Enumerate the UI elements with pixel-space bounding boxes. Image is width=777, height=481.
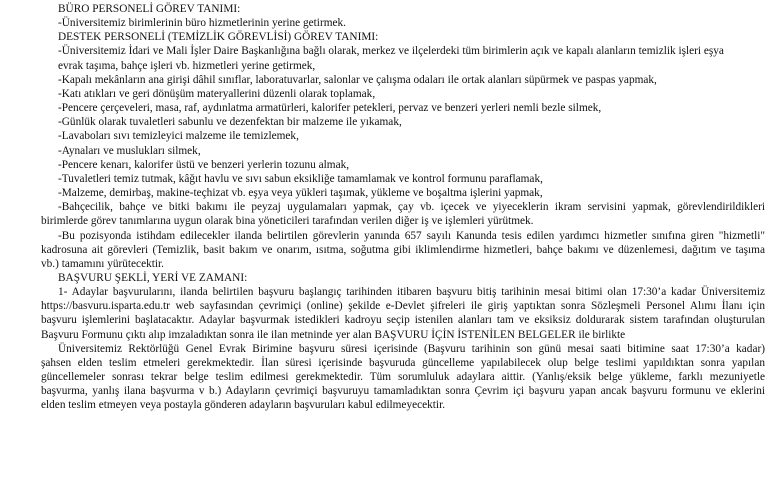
destek-line: -Aynaları ve muslukları silmek, (58, 144, 201, 157)
buro-duty: -Üniversitemiz birimlerinin büro hizmetlerinin yerine getirmek. (58, 17, 346, 30)
destek-line: -Tuvaletleri temiz tutmak, kâğıt havlu ve sıvı sabun eksikliğe tamamlamak ve kontrol formunu paraflamak, (58, 172, 543, 185)
destek-line: -Kapalı mekânların ana girişi dâhil sınıflar, laboratuvarlar, salonlar ve çalışma odaları ile ortak alanları süpürmek ve paspas yapmak, (58, 73, 657, 86)
basvuru-line: başvurma, yanlış ilana başvurma v b.) Adayların çevrimiçi başvuruyu tamamladıktan sonra Çevrim içi başvuru yapan ancak başvuru formunu ve eklerini (41, 385, 765, 398)
basvuru-paragraph-2 (41, 342, 765, 413)
basvuru-paragraph-1 (41, 285, 765, 342)
destek-line: -Pencere kenarı, kalorifer üstü ve benzeri yerlerin tozunu almak, (58, 158, 350, 171)
basvuru-line: Başvuru Formunu çıktı alıp imzaladıktan sonra ile ilan metninde yer alan BAŞVURU İÇİN İSTENİLEN BELGELER ile birlikte (41, 328, 626, 341)
destek-line: -Üniversitemiz İdari ve Mali İşler Daire Başkanlığına bağlı olarak, merkez ve ilçelerdeki tüm birimlerin açık ve kapalı alanların temizlik işleri eşya (58, 45, 724, 58)
bahcecilik-paragraph (41, 200, 765, 228)
bahcecilik-line: birimlerde görev tanımlarına uygun olarak bina yöneticileri tarafından verilen diğer iş ve işlemleri yürütmek. (41, 215, 534, 228)
basvuru-line: güncellemeler sonrası tekrar belge teslim edilmesi gerekmektedir. Tüm sorumluluk adaylara aittir. (Yanlış/eksik belge yükleme, farklı mezuniyetle (41, 371, 765, 384)
bahcecilik-line: -Bahçecilik, bahçe ve bitki bakımı ile peyzaj uygulamaları yapmak, çay vb. içecek ve yiyeceklerin ikram servisini yapmak, görevlendirildikleri (58, 201, 765, 214)
basvuru-line: elden teslim etmeyen veya postayla gönderen adayların başvuruları kabul edilmeyecektir. (41, 399, 446, 412)
pozisyon-line: -Bu pozisyonda istihdam edilecekler ilanda belirtilen görevlerin yanında 657 sayılı Kanunda tesis edilen yardımcı hizmetler sınıfına giren "hizmetli" (58, 229, 765, 242)
basvuru-line: başvuru işlemlerini başlatacaktır. Adaylar başvurmak istedikleri kadroyu seçip istenilen alanları tam ve eksiksiz doldurarak sistem tarafından oluşturulan (41, 314, 765, 327)
basvuru-line: şahsen elden teslim etmeleri gerekmektedir. İlan süresi içerisinde başvuruda güncelleme yapılabilecek olup belge teslimi yapıldıktan sonra yapılan (41, 356, 765, 369)
destek-line: -Lavaboları sıvı temizleyici malzeme ile temizlemek, (58, 130, 299, 143)
pozisyon-line: vb.) tamamını yürütecektir. (41, 257, 164, 270)
destek-line: -Katı atıkları ve geri dönüşüm materyallerini düzenli olarak toplamak, (58, 87, 376, 100)
pozisyon-paragraph (41, 229, 765, 271)
basvuru-line: https://basvuru.isparta.edu.tr web sayfasından çevrimiçi (online) şekilde e-Devlet şifreleri ile giriş yaptıktan sonra Sözleşmeli Personel Alımı İlanı için (41, 300, 765, 313)
basvuru-heading: BAŞVURU ŞEKLİ, YERİ VE ZAMANI: (58, 271, 248, 284)
destek-line: -Malzeme, demirbaş, makine-teçhizat vb. eşya veya yükleri taşımak, yükleme ve boşaltma işlerini yapmak, (58, 187, 543, 200)
pozisyon-line: kadrosuna ait görevleri (Temizlik, basit bakım ve onarım, ısıtma, soğutma gibi iklimlendirme hizmetleri, bahçe bakımı ve düzenlemesi, dağıtım ve taşıma (41, 243, 765, 256)
basvuru-line: 1- Adaylar başvurularını, ilanda belirtilen başvuru başlangıç tarihinden itibaren başvuru bitiş tarihinin mesai bitimi olan 17:30’a kadar Üniversitemiz (58, 286, 765, 299)
destek-line: -Pencere çerçeveleri, masa, raf, aydınlatma armatürleri, kalorifer petekleri, pervaz ve benzeri yerleri nemli bezle silmek, (58, 102, 602, 115)
destek-line: -Günlük olarak tuvaletleri sabunlu ve dezenfektan bir malzeme ile yıkamak, (58, 116, 402, 129)
destek-heading: DESTEK PERSONELİ (TEMİZLİK GÖREVLİSİ) GÖREV TANIMI: (58, 31, 379, 44)
destek-line: evrak taşıma, bahçe işleri vb. hizmetleri yerine getirmek, (58, 59, 316, 72)
buro-heading: BÜRO PERSONELİ GÖREV TANIMI: (58, 3, 241, 15)
basvuru-line: Üniversitemiz Rektörlüğü Genel Evrak Birimine başvuru süresi içerisinde (Başvuru tarihinin son günü mesai saati bitimine saat 17:30’a kadar) (58, 342, 765, 355)
